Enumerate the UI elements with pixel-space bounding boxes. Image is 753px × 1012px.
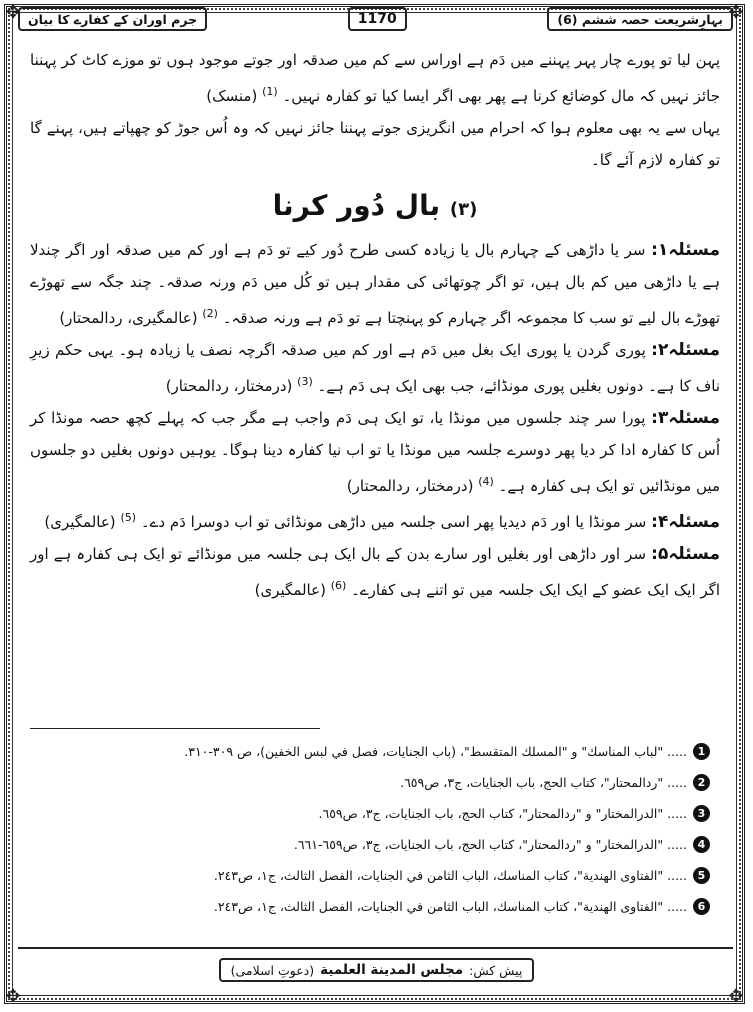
corner-ornament-icon: ✥ (728, 986, 744, 1007)
masala-paragraph: مسئلہ۴: سر مونڈا یا اور دَم دیدیا پھر اسی جلسہ میں داڑھی مونڈائی تو اب دوسرا دَم دے۔ $^{(5)}$ (عالمگیری) (44, 511, 720, 532)
publisher-name: مجلس المدينة العلمية (320, 962, 464, 978)
source-citation: (عالمگیری، ردالمحتار) (59, 309, 198, 327)
masala-label: مسئلہ۴: (651, 512, 720, 532)
footnote-number: 5 (693, 867, 710, 884)
publisher-box (219, 958, 535, 982)
section-title: بال دُور کرنا (272, 189, 441, 222)
footnote-number: 2 (693, 774, 710, 791)
footnote-ref[interactable]: (6) (330, 579, 347, 592)
header-chapter-title: جرم اوران کے کفارے کا بیان (18, 7, 207, 31)
footer-rule (18, 947, 733, 949)
masala-paragraph: مسئلہ۳: پورا سر چند جلسوں میں مونڈا یا، تو ایک ہی دَم واجب ہے مگر جب کہ پہلے کچھ حصہ مونڈا کر اُس کا کفارہ ادا کر دیا پھر دوسرے جلسہ میں مونڈا یا تو اب نیا کفارہ دینا ہوگا۔ یوہیں دونوں بغلیں دو جلسوں میں مونڈائیں تو ایک ہی کفارہ ہے۔ $^{(4)}$ (درمختار، ردالمحتار) (30, 408, 720, 495)
footer-prefix: پیش کش: (469, 962, 523, 978)
footnote-item: ..... "ردالمحتار"، كتاب الحج، باب الجنايات، ج٣، ص٦٥٩. 2 (40, 767, 710, 798)
footnote-separator (30, 728, 320, 729)
page-footer (0, 958, 753, 982)
footnote-item: ..... "الفتاوى الهندية"، كتاب المناسك، الباب الثامن في الجنايات، الفصل الثالث، ج١، ص٢٤٣. 5 (40, 860, 710, 891)
masala-label: مسئلہ۱: (651, 240, 720, 260)
section-number: (۳) (449, 199, 478, 220)
masala-paragraph: مسئلہ۱: سر یا داڑھی کے چہارم بال یا زیادہ کسی طرح دُور کیے تو دَم ہے اور کم میں صدقہ اور اگر چندلا ہے یا داڑھی میں کم بال ہیں، تو اگر چوتھائی کی مقدار ہیں تو کُل میں دَم ورنہ صدقہ۔ چند جگہ سے تھوڑے تھوڑے بال لیے تو سب کا مجموعہ اگر چہارم کو پہنچتا ہے تو دَم ہے ورنہ صدقہ۔ $^{(2)}$ (عالمگیری، ردالمحتار) (30, 240, 720, 327)
footnote-item: ..... "الفتاوى الهندية"، كتاب المناسك، الباب الثامن في الجنايات، الفصل الثالث، ج١، ص٢٤٣. 6 (40, 891, 710, 922)
corner-ornament-icon: ✥ (728, 2, 744, 23)
masala-paragraph: مسئلہ۲: پوری گردن یا پوری ایک بغل میں دَم ہے اور کم میں صدقہ اگرچہ نصف یا زیادہ ہو۔ یہی حکم زیرِ ناف کا ہے۔ دونوں بغلیں پوری مونڈائے، جب بھی ایک ہی دَم ہے۔ $^{(3)}$ (درمختار، ردالمحتار) (30, 340, 720, 395)
masala-paragraph: مسئلہ۵: سر اور داڑھی اور بغلیں اور سارے بدن کے بال ایک ہی جلسہ میں مونڈائے تو ایک ہی کفارہ ہے اور اگر ایک ایک عضو کے ایک ایک جلسہ میں تو اتنے ہی کفارے۔ $^{(6)}$ (عالمگیری) (30, 544, 720, 599)
footnote-ref[interactable]: (1) (262, 85, 278, 98)
footnote-ref[interactable]: (5) (120, 511, 137, 524)
source-citation: (درمختار، ردالمحتار) (165, 377, 293, 395)
header-book-title: بہارِشریعت حصہ ششم (6) (547, 7, 733, 31)
masala-label: مسئلہ۳: (651, 408, 720, 428)
footnote-ref[interactable]: (4) (478, 475, 494, 488)
footnote-number: 6 (693, 898, 710, 915)
footnote-number: 1 (693, 743, 710, 760)
masala-label: مسئلہ۵: (651, 544, 720, 564)
main-content (30, 44, 720, 606)
footnote-item: ..... "لباب المناسك" و "المسلك المتقسط"، (باب الجنايات، فصل في لبس الخفين)، ص ٣٠٩-٣١٠. 1 (40, 736, 710, 767)
footnote-ref[interactable]: (2) (202, 307, 218, 320)
section-heading (30, 186, 720, 230)
source-citation: (عالمگیری) (254, 581, 326, 599)
footnote-item: ..... "الدرالمختار" و "ردالمحتار"، كتاب الحج، باب الجنايات، ج٣، ص٦٥٩. 3 (40, 798, 710, 829)
footnotes-list (40, 736, 710, 922)
page-header (18, 6, 733, 32)
page-number: 1170 (348, 7, 407, 31)
intro-paragraph: یہاں سے یہ بھی معلوم ہوا کہ احرام میں انگریزی جوتے پہننا جائز نہیں کہ وہ اُس جوڑ کو چھپاتے ہیں، پہنے گا تو کفارہ لازم آئے گا۔ (30, 119, 720, 169)
footnote-number: 4 (693, 836, 710, 853)
intro-paragraph: پہن لیا تو پورے چار پہر پہننے میں دَم ہے اوراس سے کم میں صدقہ اور جوتے موجود ہوں تو موزے کاٹ کر پہننا جائز نہیں کہ مال کوضائع کرنا ہے پھر بھی اگر ایسا کیا تو کفارہ نہیں۔ $^{(1)}$ (منسک) (30, 51, 720, 105)
footnote-ref[interactable]: (3) (297, 375, 313, 388)
footnote-item: ..... "الدرالمختار" و "ردالمحتار"، كتاب الحج، باب الجنايات، ج٣، ص٦٥٩-٦٦١. 4 (40, 829, 710, 860)
corner-ornament-icon: ✥ (5, 986, 21, 1007)
source-citation: (عالمگیری) (44, 513, 116, 531)
source-citation: (منسک) (206, 87, 258, 105)
publisher-org: (دعوتِ اسلامی) (230, 962, 315, 978)
corner-ornament-icon: ✥ (5, 2, 21, 23)
masala-label: مسئلہ۲: (651, 340, 720, 360)
source-citation: (درمختار، ردالمحتار) (346, 477, 474, 495)
footnote-number: 3 (693, 805, 710, 822)
